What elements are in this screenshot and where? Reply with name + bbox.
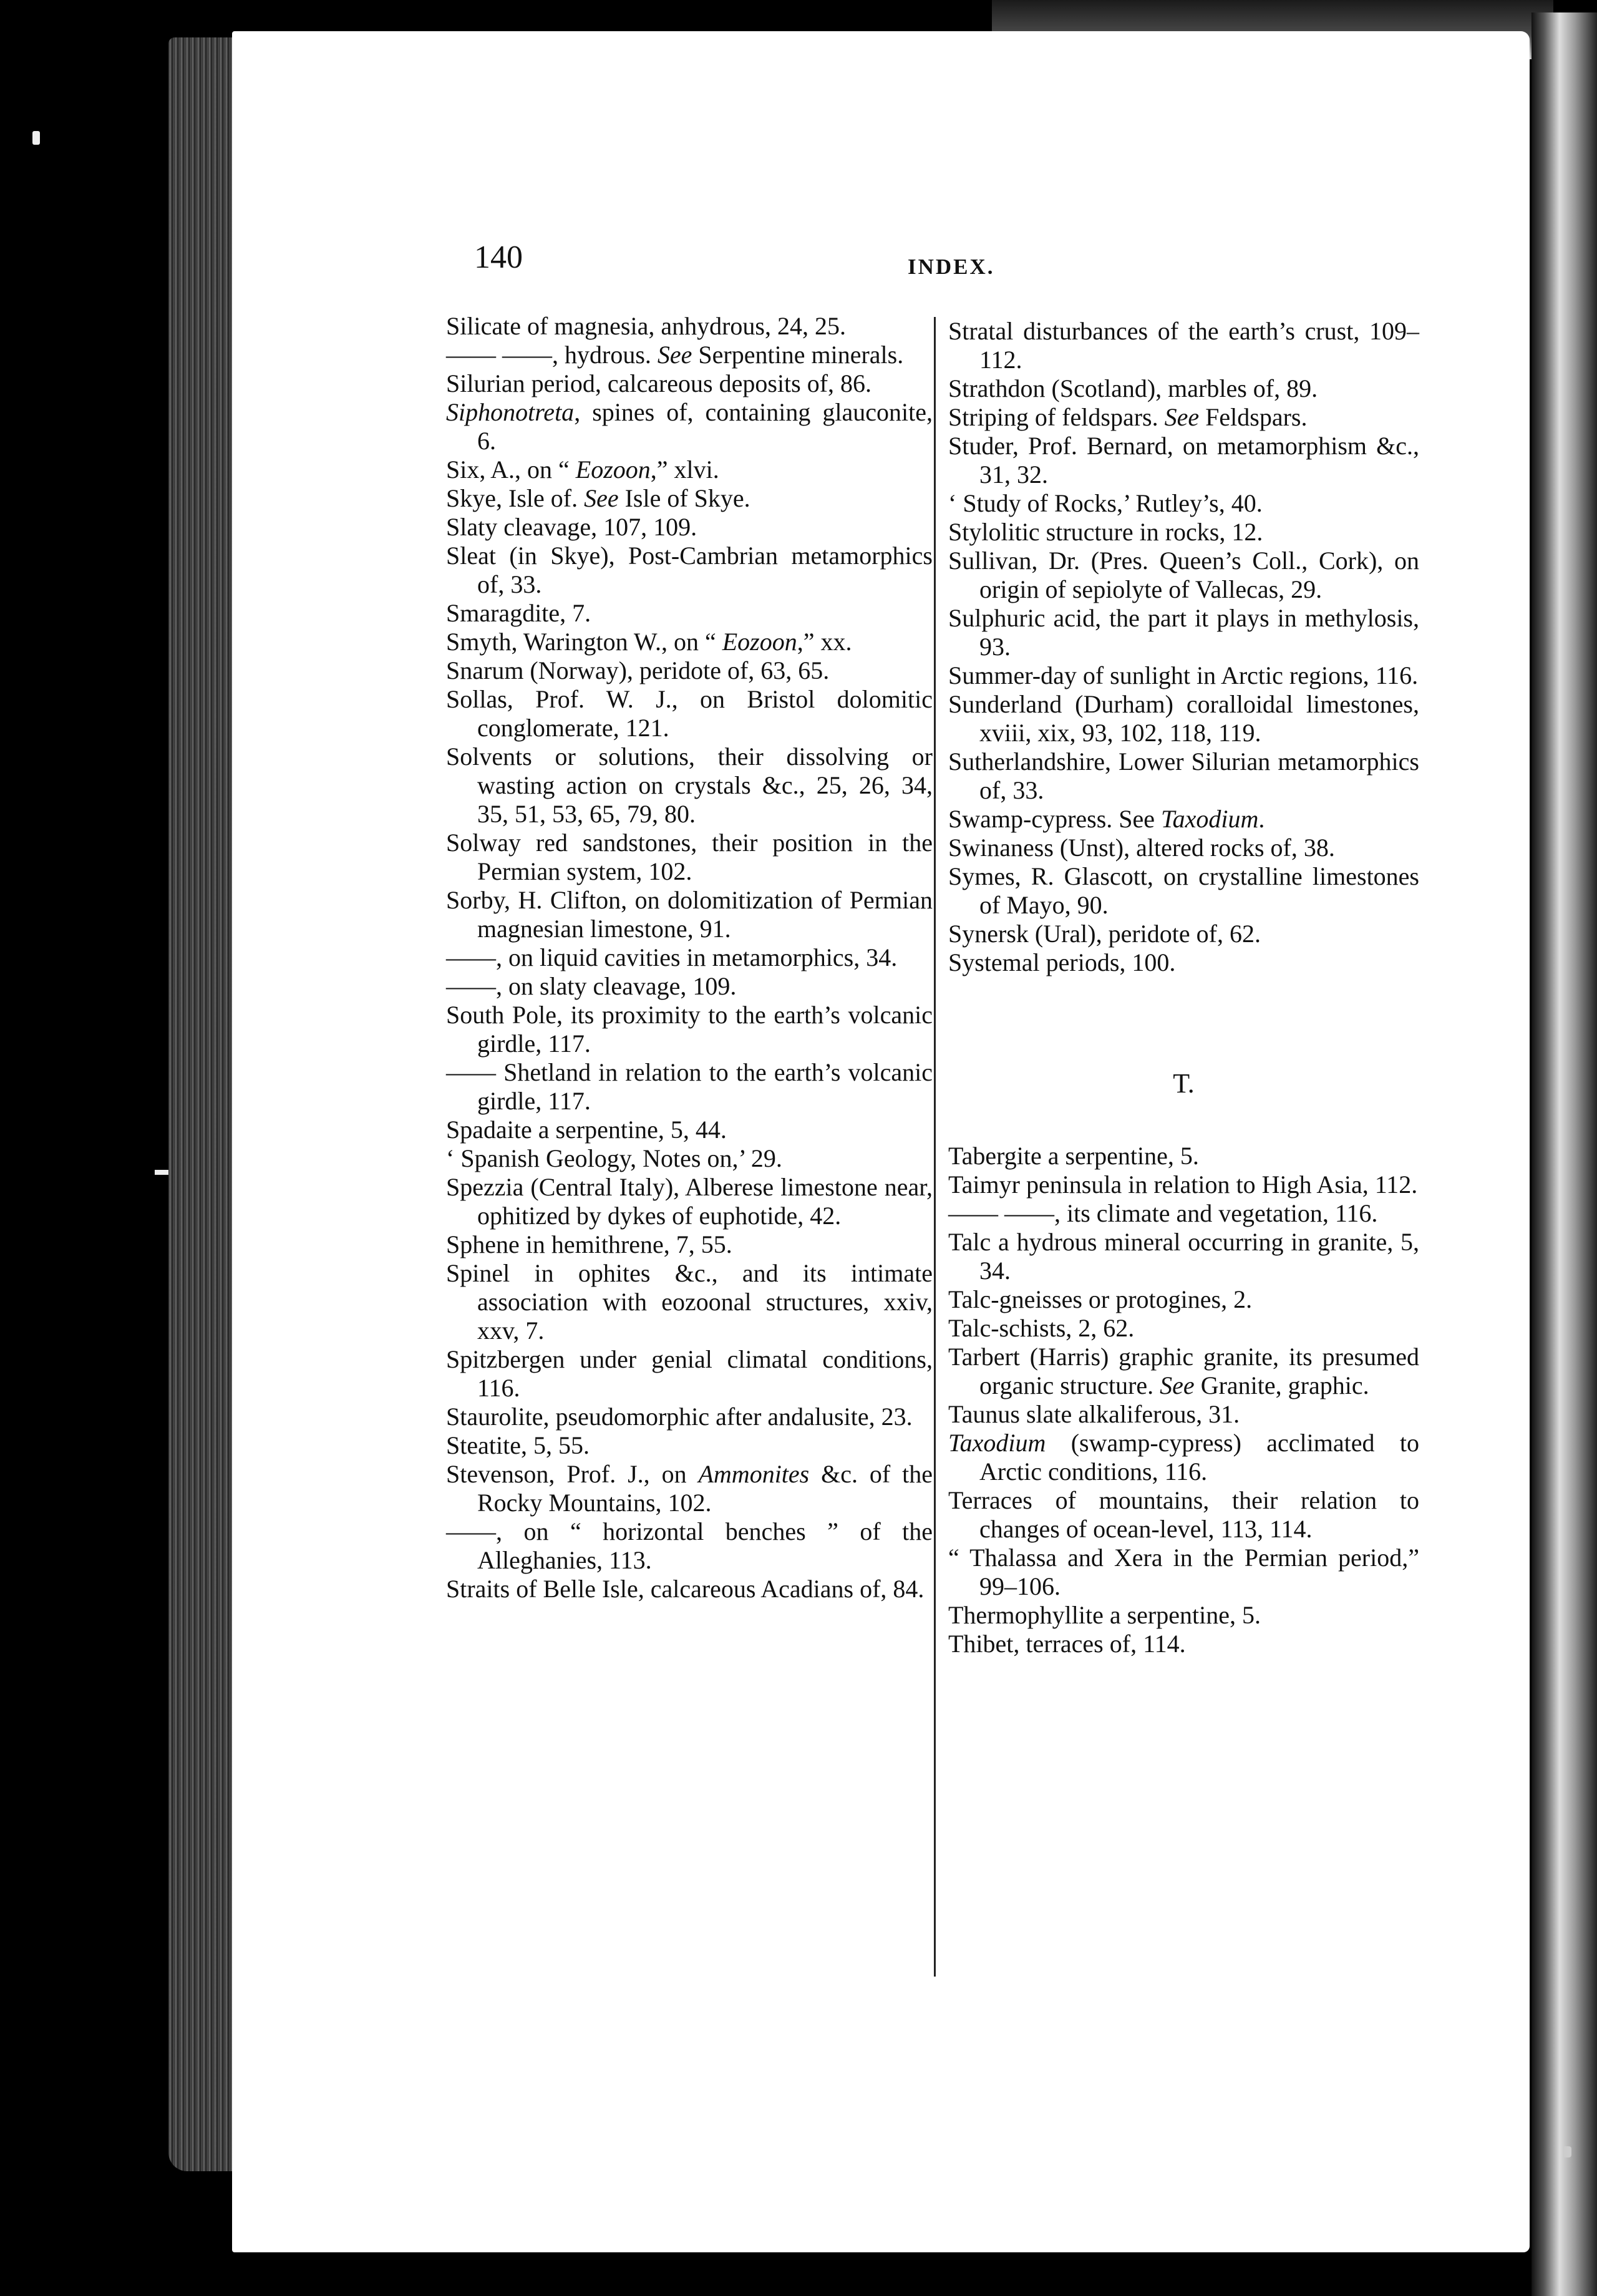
scan-speck xyxy=(155,1170,168,1175)
index-entry: Tarbert (Harris) graphic granite, its presumed organic structure. See Granite, graphic. xyxy=(948,1343,1419,1399)
index-entry: Smyth, Warington W., on “ Eozoon,” xx. xyxy=(446,628,852,656)
index-entry: Sulphuric acid, the part it plays in methylosis, 93. xyxy=(948,604,1419,661)
index-entry: Summer-day of sunlight in Arctic regions, 116. xyxy=(948,661,1419,689)
index-entry: Thermophyllite a serpentine, 5. xyxy=(948,1601,1261,1629)
index-entry: Striping of feldspars. See Feldspars. xyxy=(948,403,1308,431)
index-entry: Sullivan, Dr. (Pres. Queen’s Coll., Cork), on origin of sepiolyte of Vallecas, 29. xyxy=(948,547,1419,603)
index-entry: Systemal periods, 100. xyxy=(948,948,1176,976)
index-entry: Synersk (Ural), peridote of, 62. xyxy=(948,920,1261,948)
index-entry: ‘ Study of Rocks,’ Rutley’s, 40. xyxy=(948,489,1263,517)
index-entry: Thibet, terraces of, 114. xyxy=(948,1630,1186,1658)
index-group-t xyxy=(948,1142,1419,1658)
index-entry: Sleat (in Skye), Post-Cambrian metamorphics of, 33. xyxy=(446,542,933,598)
index-entry: Stratal disturbances of the earth’s crust, 109–112. xyxy=(948,317,1419,374)
index-entry: Staurolite, pseudomorphic after andalusite, 23. xyxy=(446,1403,913,1431)
index-entry: Taxodium (swamp-cypress) acclimated to Arctic conditions, 116. xyxy=(948,1429,1419,1486)
running-head: INDEX. xyxy=(908,255,995,279)
index-entry: ——, on slaty cleavage, 109. xyxy=(446,972,737,1000)
index-entry: Sphene in hemithrene, 7, 55. xyxy=(446,1230,732,1258)
section-letter-t: T. xyxy=(1173,1068,1195,1099)
index-entry: Tabergite a serpentine, 5. xyxy=(948,1142,1199,1170)
index-entry: Solway red sandstones, their position in the Permian system, 102. xyxy=(446,829,933,885)
index-entry: Solvents or solutions, their dissolving or wasting action on crystals &c., 25, 26, 34, 35, 51, 53, 65, 79, 80. xyxy=(446,742,933,828)
page-number: 140 xyxy=(474,240,523,275)
index-entry: —— Shetland in relation to the earth’s volcanic girdle, 117. xyxy=(446,1058,933,1115)
index-column-left xyxy=(446,312,933,1603)
index-entry: Silurian period, calcareous deposits of, 86. xyxy=(446,369,872,397)
index-entry: “ Thalassa and Xera in the Permian period,” 99–106. xyxy=(948,1544,1419,1600)
index-group-s xyxy=(948,317,1419,977)
index-entry: South Pole, its proximity to the earth’s volcanic girdle, 117. xyxy=(446,1001,933,1058)
index-entry: Swamp-cypress. See Taxodium. xyxy=(948,805,1265,833)
index-entry: Steatite, 5, 55. xyxy=(446,1431,590,1459)
index-entry: Stevenson, Prof. J., on Ammonites &c. of the Rocky Mountains, 102. xyxy=(446,1460,933,1517)
index-entry: Sollas, Prof. W. J., on Bristol dolomitic conglomerate, 121. xyxy=(446,685,933,742)
index-entry: ——, on liquid cavities in metamorphics, 34. xyxy=(446,943,898,971)
index-column-right xyxy=(948,317,1419,1658)
index-entry: —— ——, hydrous. See Serpentine minerals. xyxy=(446,341,904,369)
index-entry: Spadaite a serpentine, 5, 44. xyxy=(446,1116,727,1144)
index-entry: Talc-schists, 2, 62. xyxy=(948,1314,1135,1342)
index-entry: Sunderland (Durham) coralloidal limestones, xviii, xix, 93, 102, 118, 119. xyxy=(948,690,1419,747)
index-entry: Six, A., on “ Eozoon,” xlvi. xyxy=(446,455,719,484)
index-entry: Terraces of mountains, their relation to changes of ocean-level, 113, 114. xyxy=(948,1486,1419,1543)
index-entry: Siphonotreta, spines of, containing glauconite, 6. xyxy=(446,398,933,455)
index-entry: Straits of Belle Isle, calcareous Acadians of, 84. xyxy=(446,1575,925,1603)
index-entry: Silicate of magnesia, anhydrous, 24, 25. xyxy=(446,312,846,340)
index-entry: Studer, Prof. Bernard, on metamorphism &c., 31, 32. xyxy=(948,432,1419,489)
index-entry: Spitzbergen under genial climatal conditions, 116. xyxy=(446,1345,933,1402)
index-entry: ‘ Spanish Geology, Notes on,’ 29. xyxy=(446,1144,782,1172)
index-entry: Taunus slate alkaliferous, 31. xyxy=(948,1400,1240,1428)
book-page-edges xyxy=(168,37,237,2171)
index-entry: —— ——, its climate and vegetation, 116. xyxy=(948,1199,1378,1227)
index-entry: Taimyr peninsula in relation to High Asia, 112. xyxy=(948,1170,1418,1199)
index-entry: Smaragdite, 7. xyxy=(446,599,591,627)
right-page-edge xyxy=(1531,12,1597,2296)
index-entry: Talc-gneisses or protogines, 2. xyxy=(948,1285,1253,1313)
index-entry: Swinaness (Unst), altered rocks of, 38. xyxy=(948,834,1335,862)
scan-speck xyxy=(32,131,40,145)
index-entry: Slaty cleavage, 107, 109. xyxy=(446,513,697,541)
index-entry: Symes, R. Glascott, on crystalline limestones of Mayo, 90. xyxy=(948,862,1419,919)
index-entry: Spinel in ophites &c., and its intimate association with eozoonal structures, xxiv, xxv, 7. xyxy=(446,1259,933,1345)
column-divider xyxy=(934,317,936,1977)
index-entry: Sorby, H. Clifton, on dolomitization of Permian magnesian limestone, 91. xyxy=(446,886,933,943)
index-entry: Skye, Isle of. See Isle of Skye. xyxy=(446,484,750,512)
index-entry: Spezzia (Central Italy), Alberese limestone near, ophitized by dykes of euphotide, 42. xyxy=(446,1173,933,1230)
scan-speck xyxy=(1563,2146,1571,2157)
index-entry: Stylolitic structure in rocks, 12. xyxy=(948,518,1263,546)
index-entry: ——, on “ horizontal benches ” of the Alleghanies, 113. xyxy=(446,1517,933,1574)
index-entry: Strathdon (Scotland), marbles of, 89. xyxy=(948,374,1318,402)
index-entry: Talc a hydrous mineral occurring in granite, 5, 34. xyxy=(948,1228,1419,1285)
index-entry: Sutherlandshire, Lower Silurian metamorphics of, 33. xyxy=(948,747,1419,804)
index-entry: Snarum (Norway), peridote of, 63, 65. xyxy=(446,656,830,684)
